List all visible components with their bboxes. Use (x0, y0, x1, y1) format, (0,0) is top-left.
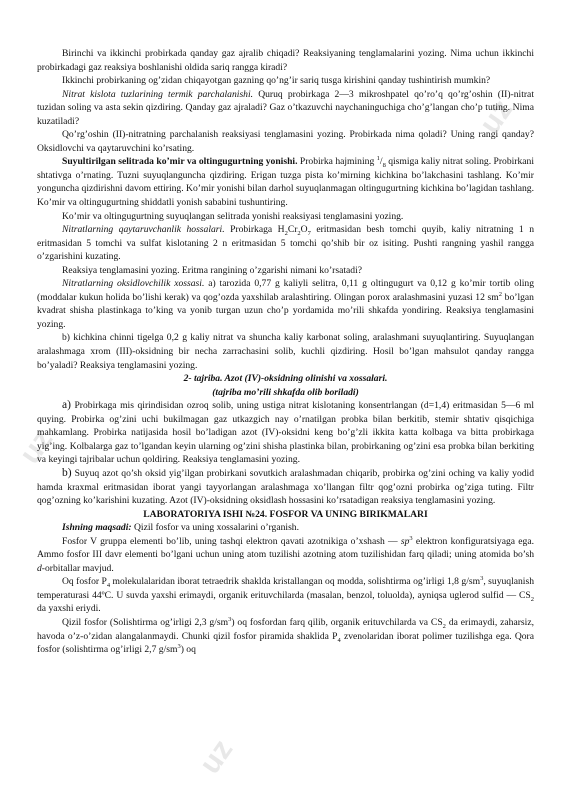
paragraph (37, 616, 534, 657)
section-heading: Nitratlarning qaytaruvchanlik hossalari. (62, 224, 225, 236)
subscript: 4 (337, 636, 341, 644)
item-label: b) (62, 466, 72, 479)
text: bo’lgan kvadrat shisha plastinkaga to’king va yonib turgan uzun cho’p yordamida mo’rili shkafda yondiring. Reaksiya tenglamasini yozing. (37, 291, 534, 330)
text: zvenolaridan iborat polimer tuzilishga ega. Qora fosfor (solishtirma og’irligi 2,7 g/sm (37, 630, 535, 656)
section-heading: Nitrat kislota tuzlarining termik parchalanishi. (62, 88, 254, 100)
text: Qizil fosfor (Solishtirma og’irligi 2,3 g/sm (62, 616, 229, 628)
paragraph (37, 277, 534, 331)
paragraph (37, 535, 534, 576)
paragraph (37, 521, 534, 535)
text: da erimaydi, zaharsiz, havoda o’z-o’zidan alangalanmaydi. Chunki qizil fosfor piramida shaklida P (37, 616, 534, 642)
text: qismiga (385, 156, 419, 168)
text: ) oq fosfordan farq qilib, organik erituvchilarda va CS (231, 616, 443, 628)
fraction-denominator: 8 (382, 162, 386, 170)
section-heading: Suyultirilgan selitrada ko’mir va oltingugurtning yonishi. (62, 156, 298, 168)
aim-label: Ishning maqsadi: (62, 522, 132, 534)
text: g ko’mir tortib oling (moddalar kukun holida bo’lishi kerak) va qog’ozda yaxshilab aralashtiring. Olingan porox aralashmasini yuzasi 12 sm (37, 278, 534, 303)
text: qo’rg’oshin (II)-nitrat tuzidan soling va asta sekin qizdiring. Qanday gaz ajraladi? Gaz o’tkazuvchi naychaninguchiga cho’g’langan cho’p tuting. Nima kuzatiladi? (37, 88, 534, 127)
paragraph (37, 467, 534, 508)
experiment-title: 2- tajriba. Azot (IV)-oksidning olinishi va xossalari. (183, 373, 388, 385)
text: Qizil fosfor va uning xossalarini o’rganish. (133, 522, 300, 534)
experiment-subtitle: (tajriba mo’rili shkafda olib boriladi) (212, 386, 359, 398)
watermark: uz (13, 423, 60, 470)
section-heading: Nitratlarning oksidlovchilik xossasi. (62, 278, 205, 290)
text: Quruq probirkaga 2—3 mikroshpatel qo’ro’q (253, 88, 443, 100)
text: O (300, 224, 308, 236)
superscript: 3 (409, 534, 413, 542)
subscript: 2 (297, 230, 301, 238)
text: sp (400, 535, 410, 547)
text: -orbitallar mavjud. (41, 562, 114, 574)
subscript: 2 (284, 230, 288, 238)
superscript: 3 (480, 575, 484, 583)
paragraph: Suyultirilgan selitrada ko’mir va oltingugurtning yonishi. Probirka hajmining $^1/_8$ qismiga kaliy nitrat soling. Probirkani shtativga o’rnating. Tuzni suyuqlanguncha qizdiring. Erigan tuzga pista ko’mirning kichkina bo’lakchasini tashlang. Ko’mir yonguncha qizdirishni davom ettiring. Ko’mir yonishi bilan darhol suyuqlanmagan oltingugurtning kichkina bo’lagidan tashlang. Ko’mir va oltingugurtning shiddatli yonish sababini tushuntiring. (37, 155, 535, 209)
text: Oq fosfor P (62, 576, 107, 588)
paragraph: Reaksiya tenglamasini yozing. Eritma rangining o’zgarishi nimani ko’rsatadi? (62, 264, 362, 276)
text: Suyuq azot qo’sh oksid yig’ilgan probirkani sovutkich aralashmadan chiqarib, probirka og’zini oching va kaliy yodid hamda kraxmal eritmasidan iborat yangi tayyorlangan aralashmaga xo’llangan filtr qog’ozni probirka og’ziga tuting. Filtr qog’ozning ko’karishini kuzating. Azot (IV)-oksidning oksidlash hossasini ko’rsatadigan reaksiya tenglamasini yozing. (37, 467, 535, 507)
superscript: 2 (498, 290, 502, 298)
paragraph: Birinchi va ikkinchi probirkada qanday gaz ajralib chiqadi? Reaksiyaning tenglamalarini yozing. Nima uchun ikkinchi probirkadagi gaz reaksiya boshlanishi oldida sariq rangga kiradi? (37, 48, 534, 73)
text: a) tarozida 0,77 g kaliyli selitra, 0,11 g oltingugurt va 0,12 (204, 278, 448, 290)
text: eritmasidan besh tomchi quyib, kaliy nitratning 1 n eritmasidan 5 tomchi va sulfat kislotaning 2 n eritmasidan 5 tomchi qo’shib bir (37, 224, 534, 249)
text: Cr (287, 224, 298, 236)
superscript: 3 (177, 642, 181, 650)
subscript: 4 (106, 582, 111, 590)
paragraph: Ikkinchi probirkaning og’zidan chiqayotgan gazning qo’ng’ir sariq tusga kirishini qanday tushintirish mumkin? (62, 75, 491, 87)
paragraph (37, 88, 534, 129)
text: da yaxshi eriydi. (37, 603, 101, 615)
text: molekulalaridan iborat tetraedrik shaklda kristallangan oq modda, solishtirma og’irligi 1,8 g/sm (110, 576, 481, 588)
subscript: 7 (307, 230, 311, 238)
lab-title: LABORATORIYA ISHI №24. FOSFOR VA UNING BIRIKMALARI (143, 508, 428, 520)
text: kaliy nitrat soling. Probirkani shtativga o’rnating. Tuzni suyuqlanguncha qizdiring. Erigan tuzga pista ko’mirning kichkina bo’lakchasini tashlang. Ko’mir yonguncha qizdirishni davom ettiring. Ko’mir yonishi bilan darhol suyuqlanmagan oltingugurtning kichkina bo’lagidan tashlang. Ko’mir va oltingugurtning shiddatli yonish sababini tushuntiring. (37, 156, 535, 209)
text: d (37, 562, 42, 574)
watermark: uz (193, 733, 240, 780)
text: oz isiting. Pushti rangning yashil rangga o’zgarishini kuzating. (37, 237, 535, 263)
paragraph: Ko’mir va oltingugurtning suyuqlangan selitrada yonishi reaksiyasi tenglamasini yozing. (62, 210, 404, 222)
paragraph (37, 223, 534, 264)
text: , suyuqlanish temperaturasi 44ºC. U suvda yaxshi erimaydi, organik erituvchilarda (masalan, benzol, toluolda), ayniqsa uglerod sulfid — CS (37, 576, 535, 601)
fraction-numerator: 1 (376, 155, 380, 163)
subscript: 2 (530, 595, 534, 603)
paragraph (37, 575, 534, 616)
subscript: 2 (442, 622, 446, 630)
text: Fosfor V gruppa elementi bo’lib, uning tashqi elektron qavati azotnikiga o’xshash — (62, 535, 401, 547)
text: ) oq (180, 644, 196, 656)
paragraph: Qo’rg’oshin (II)-nitratning parchalanish reaksiyasi tenglamasini yozing. Probirkada nima qoladi? Uning rangi qanday? Oksidlovchi va qaytaruvchini ko’rsating. (37, 129, 534, 154)
item-label: a) (62, 399, 71, 412)
document-page (37, 47, 534, 657)
superscript: 3 (228, 615, 232, 623)
text: elektron konfiguratsiyaga ega. Ammo fosfor III davr elementi bo’lgani uchun uning atom tuzilishi azotning atom tuzilishidan farq qiladi; uning atomida bo’sh (37, 535, 534, 561)
paragraph (37, 399, 534, 467)
text: Probirka hajmining (297, 156, 377, 168)
text: Probirkaga H (224, 224, 285, 236)
paragraph: b) kichkina chinni tigelga 0,2 g kaliy nitrat va shuncha kaliy karbonat soling, aralashmani suyuqlantiring. Suyuqlangan aralashmaga xrom (III)-oksidning bir necha zarrachasini solib, kuchli qizdiring. Hosil bo’lgan mahsulot qanday rangga bo’yaladi? Reaksiya tenglamasini yozing. (37, 332, 534, 371)
text: Probirkaga mis qirindisidan ozroq solib, uning ustiga nitrat kislotaning konsentrlangan (d=1,4) eritmasidan 5—6 ml quying. Probirka og’zini uchi bukilmagan gaz utkazgich nay o’rnatilgan probka bilan berkitib, stemir shtativ qisqichiga mahkamlang. Probirka natijasida hosil bo’ladigan azot (IV)-oksidni keng bo’g’zli ikkita katta kolbaga va bitta probirkaga yig’ing. Kolbalarga gaz to’lgandan keyin ularning og’zini shisha plastinka bilan, probirkaning og’zini esa probka bilan berkiting va keyingi tajribalar uchun qoldiring. Reaksiya tenglamasini yozing. (37, 400, 534, 466)
watermark: uz (473, 93, 520, 140)
